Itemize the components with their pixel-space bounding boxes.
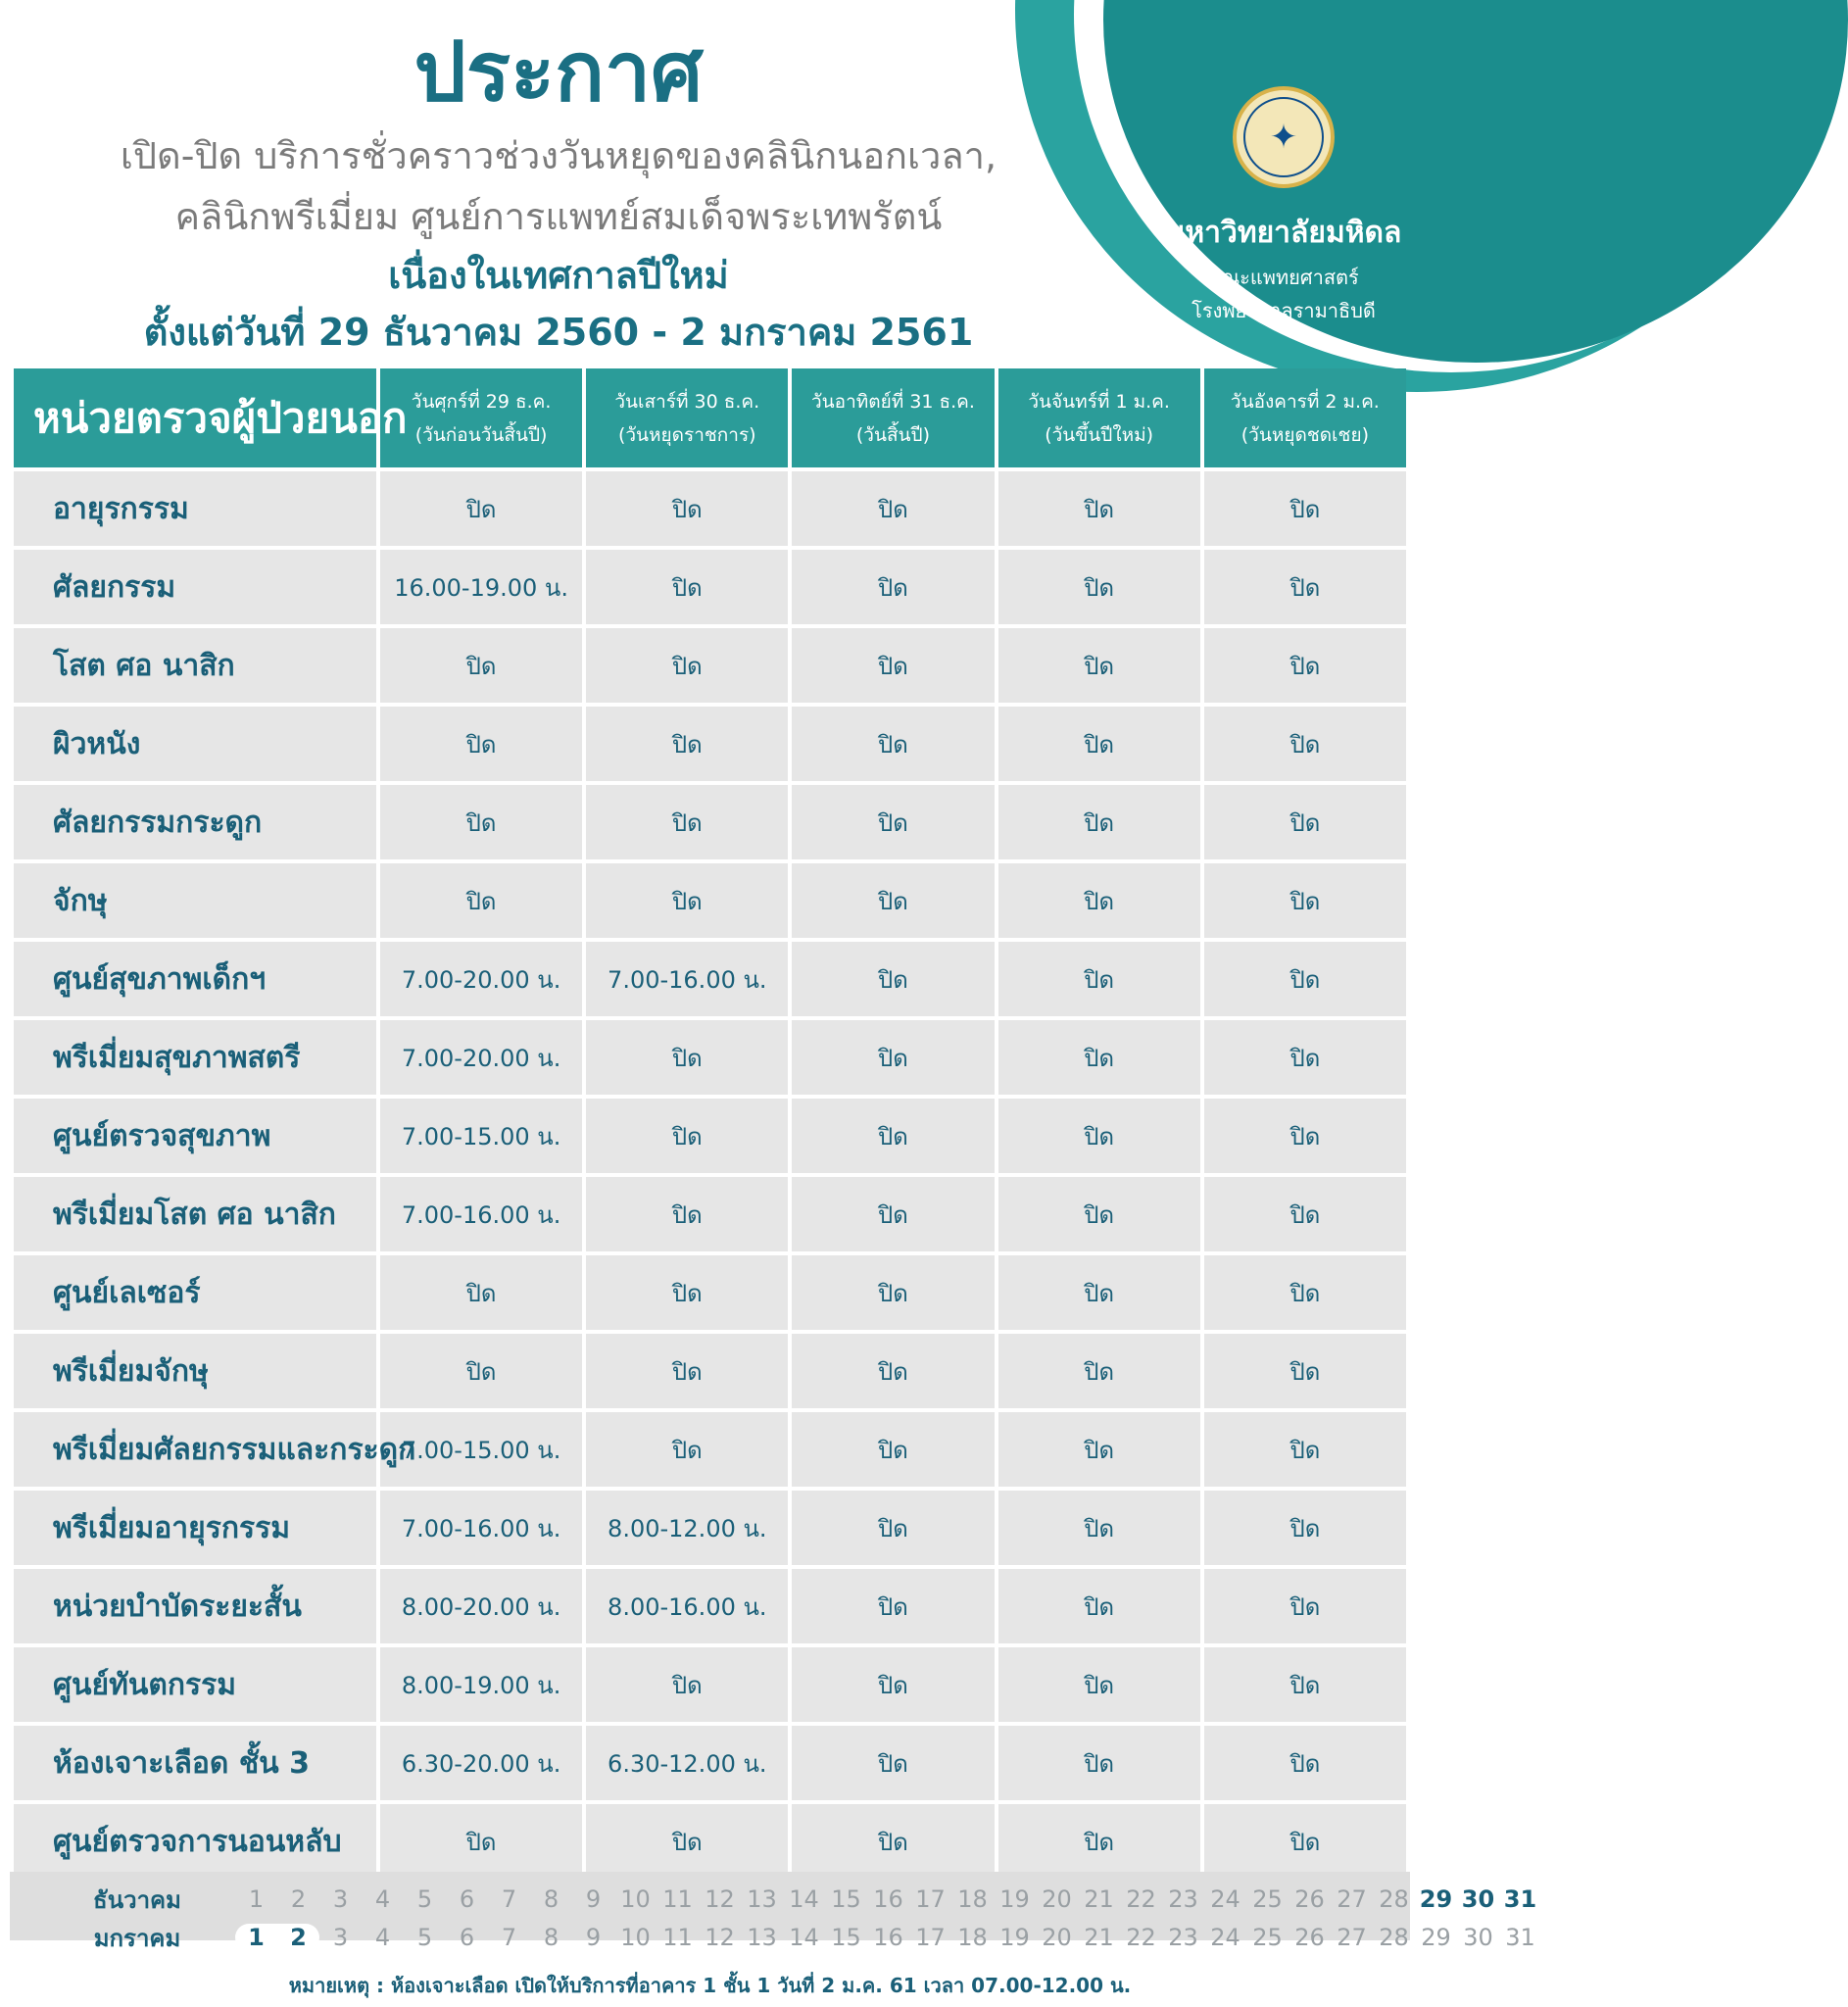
- schedule-cell: ปิด: [998, 471, 1200, 546]
- day-header-label: วันเสาร์ที่ 30 ธ.ค.: [614, 390, 760, 413]
- calendar-day: 19: [999, 1924, 1030, 1951]
- day-header-label: วันจันทร์ที่ 1 ม.ค.: [1028, 390, 1170, 413]
- calendar-day: 31: [1499, 1885, 1541, 1913]
- schedule-cell: ปิด: [586, 707, 788, 781]
- schedule-cell: ปิด: [792, 1177, 994, 1251]
- day-header: [1204, 368, 1406, 467]
- calendar-day: 8: [543, 1924, 559, 1951]
- calendar-day: 11: [662, 1924, 693, 1951]
- schedule-cell: ปิด: [792, 863, 994, 938]
- schedule-cell: 8.00-16.00 น.: [586, 1569, 788, 1643]
- calendar-day: 23: [1168, 1885, 1198, 1913]
- schedule-cell: ปิด: [380, 1334, 582, 1408]
- schedule-cell: ปิด: [792, 1726, 994, 1800]
- schedule-cell: ปิด: [792, 1491, 994, 1565]
- schedule-cell: ปิด: [998, 707, 1200, 781]
- schedule-cell: ปิด: [1204, 1099, 1406, 1173]
- schedule-cell: ปิด: [586, 1647, 788, 1722]
- calendar-day: 10: [620, 1924, 651, 1951]
- university-name: มหาวิทยาลัยมหิดล: [1165, 216, 1402, 250]
- schedule-cell: ปิด: [1204, 1255, 1406, 1330]
- schedule-cell: ปิด: [380, 628, 582, 703]
- schedule-cell: ปิด: [1204, 628, 1406, 703]
- unit-name-cell: พรีเมี่ยมอายุรกรรม: [14, 1491, 376, 1565]
- schedule-cell: ปิด: [586, 863, 788, 938]
- calendar-day: 30: [1463, 1924, 1493, 1951]
- schedule-cell: ปิด: [998, 1726, 1200, 1800]
- schedule-cell: ปิด: [792, 550, 994, 624]
- schedule-cell: ปิด: [998, 1491, 1200, 1565]
- calendar-day: 4: [374, 1885, 391, 1913]
- calendar-day: 9: [585, 1924, 602, 1951]
- schedule-cell: 7.00-16.00 น.: [380, 1491, 582, 1565]
- schedule-cell: ปิด: [998, 1255, 1200, 1330]
- schedule-cell: ปิด: [380, 785, 582, 859]
- table-row: [14, 863, 1406, 938]
- schedule-table: [10, 365, 1410, 1883]
- schedule-cell: ปิด: [1204, 1177, 1406, 1251]
- day-header-note: (วันขึ้นปีใหม่): [1045, 423, 1154, 446]
- unit-name-cell: โสต ศอ นาสิก: [14, 628, 376, 703]
- schedule-cell: ปิด: [998, 1647, 1200, 1722]
- day-header: [380, 368, 582, 467]
- unit-name-cell: พรีเมี่ยมสุขภาพสตรี: [14, 1020, 376, 1095]
- schedule-cell: 7.00-15.00 น.: [380, 1099, 582, 1173]
- day-header-note: (วันสิ้นปี): [855, 423, 931, 446]
- day-header-note: (วันก่อนวันสิ้นปี): [414, 423, 548, 446]
- schedule-cell: ปิด: [792, 1569, 994, 1643]
- day-header-label: วันศุกร์ที่ 29 ธ.ค.: [411, 390, 552, 413]
- schedule-cell: ปิด: [586, 1099, 788, 1173]
- day-header-note: (วันหยุดชดเชย): [1240, 423, 1369, 446]
- table-row: [14, 1647, 1406, 1722]
- footnote: หมายเหตุ : ห้องเจาะเลือด เปิดให้บริการที่อาคาร 1 ชั้น 1 วันที่ 2 ม.ค. 61 เวลา 07.00-12.00 น.: [288, 1974, 1132, 1997]
- calendar-day: 5: [416, 1885, 433, 1913]
- calendar-day: 10: [620, 1885, 651, 1913]
- unit-name-cell: ผิวหนัง: [14, 707, 376, 781]
- schedule-cell: ปิด: [792, 628, 994, 703]
- day-header: [792, 368, 994, 467]
- calendar-day: 21: [1084, 1924, 1114, 1951]
- schedule-cell: ปิด: [998, 1804, 1200, 1879]
- schedule-cell: ปิด: [998, 550, 1200, 624]
- schedule-cell: ปิด: [998, 1099, 1200, 1173]
- announcement-header: [39, 18, 1078, 361]
- calendar-day: 28: [1379, 1885, 1409, 1913]
- schedule-cell: ปิด: [586, 1412, 788, 1487]
- schedule-cell: ปิด: [380, 707, 582, 781]
- schedule-cell: ปิด: [1204, 1491, 1406, 1565]
- calendar-day: 1: [248, 1885, 265, 1913]
- calendar-day: 15: [831, 1885, 861, 1913]
- schedule-cell: ปิด: [1204, 471, 1406, 546]
- table-row: [14, 1099, 1406, 1173]
- calendar-january-label: มกราคม: [93, 1924, 181, 1952]
- calendar-day: 16: [873, 1924, 903, 1951]
- schedule-cell: ปิด: [1204, 1726, 1406, 1800]
- calendar-day: 13: [747, 1924, 777, 1951]
- day-header-label: วันอังคารที่ 2 ม.ค.: [1230, 390, 1380, 413]
- calendar-december-label: ธันวาคม: [93, 1885, 181, 1914]
- unit-name-cell: ศัลยกรรม: [14, 550, 376, 624]
- calendar-day: 28: [1379, 1924, 1409, 1951]
- schedule-cell: ปิด: [1204, 1412, 1406, 1487]
- faculty-name: คณะแพทยศาสตร์: [1208, 266, 1359, 289]
- table-row: [14, 1569, 1406, 1643]
- schedule-cell: ปิด: [792, 1020, 994, 1095]
- calendar-day: 21: [1084, 1885, 1114, 1913]
- day-header-label: วันอาทิตย์ที่ 31 ธ.ค.: [811, 390, 975, 413]
- calendar-day: 13: [747, 1885, 777, 1913]
- schedule-cell: ปิด: [586, 1177, 788, 1251]
- unit-name-cell: อายุรกรรม: [14, 471, 376, 546]
- schedule-cell: ปิด: [998, 1177, 1200, 1251]
- unit-name-cell: ศูนย์ตรวจสุขภาพ: [14, 1099, 376, 1173]
- table-row: [14, 1804, 1406, 1879]
- schedule-cell: ปิด: [792, 1334, 994, 1408]
- calendar-day: 30: [1457, 1885, 1499, 1913]
- day-header: [998, 368, 1200, 467]
- unit-column-header: หน่วยตรวจผู้ป่วยนอก: [14, 368, 376, 467]
- schedule-cell: ปิด: [1204, 1804, 1406, 1879]
- schedule-cell: ปิด: [586, 1255, 788, 1330]
- calendar-day: 25: [1252, 1924, 1283, 1951]
- unit-name-cell: หน่วยบำบัดระยะสั้น: [14, 1569, 376, 1643]
- table-row: [14, 1255, 1406, 1330]
- calendar-day: 24: [1210, 1885, 1240, 1913]
- day-header: [586, 368, 788, 467]
- unit-name-cell: ศูนย์เลเซอร์: [14, 1255, 376, 1330]
- calendar-day: 12: [705, 1924, 735, 1951]
- calendar-december-row: [39, 1884, 1541, 1915]
- page-title: ประกาศ: [413, 24, 704, 120]
- schedule-cell: ปิด: [792, 1804, 994, 1879]
- calendar-day: 14: [789, 1885, 819, 1913]
- calendar-day: 24: [1210, 1924, 1240, 1951]
- calendar-day: 8: [543, 1885, 559, 1913]
- university-logo-block: [1156, 69, 1411, 326]
- table-row: [14, 1726, 1406, 1800]
- schedule-cell: ปิด: [998, 785, 1200, 859]
- table-row: [14, 1412, 1406, 1487]
- subtitle-line-1: เปิด-ปิด บริการชั่วคราวช่วงวันหยุดของคลินิกนอกเวลา,: [120, 134, 997, 177]
- calendar-day: 25: [1252, 1885, 1283, 1913]
- schedule-cell: 7.00-16.00 น.: [380, 1177, 582, 1251]
- calendar-day: 26: [1294, 1885, 1325, 1913]
- calendar-day: 15: [831, 1924, 861, 1951]
- schedule-cell: ปิด: [586, 471, 788, 546]
- table-row: [14, 1177, 1406, 1251]
- table-row: [14, 550, 1406, 624]
- calendar-day: 6: [459, 1924, 475, 1951]
- schedule-cell: ปิด: [998, 863, 1200, 938]
- calendar-day: 27: [1337, 1885, 1367, 1913]
- schedule-cell: ปิด: [792, 1255, 994, 1330]
- calendar-day: 1: [235, 1924, 277, 1951]
- schedule-cell: ปิด: [586, 550, 788, 624]
- calendar-day: 2: [277, 1924, 319, 1951]
- schedule-cell: ปิด: [998, 942, 1200, 1016]
- schedule-cell: ปิด: [792, 1099, 994, 1173]
- calendar-day: 26: [1294, 1924, 1325, 1951]
- calendar-day: 29: [1421, 1924, 1451, 1951]
- table-row: [14, 471, 1406, 546]
- schedule-cell: ปิด: [792, 707, 994, 781]
- schedule-cell: ปิด: [998, 1569, 1200, 1643]
- schedule-cell: ปิด: [1204, 1020, 1406, 1095]
- calendar-day: 22: [1126, 1924, 1156, 1951]
- schedule-cell: ปิด: [586, 1020, 788, 1095]
- subtitle-line-2: คลินิกพรีเมี่ยม ศูนย์การแพทย์สมเด็จพระเทพรัตน์: [174, 195, 943, 238]
- calendar-day: 6: [459, 1885, 475, 1913]
- schedule-cell: ปิด: [1204, 785, 1406, 859]
- calendar-day: 27: [1337, 1924, 1367, 1951]
- unit-name-cell: ห้องเจาะเลือด ชั้น 3: [14, 1726, 376, 1800]
- schedule-cell: 7.00-16.00 น.: [586, 942, 788, 1016]
- schedule-cell: ปิด: [380, 1804, 582, 1879]
- schedule-cell: ปิด: [586, 628, 788, 703]
- schedule-cell: 6.30-12.00 น.: [586, 1726, 788, 1800]
- schedule-cell: 8.00-19.00 น.: [380, 1647, 582, 1722]
- unit-name-cell: ศัลยกรรมกระดูก: [14, 785, 376, 859]
- schedule-cell: 7.00-20.00 น.: [380, 1020, 582, 1095]
- schedule-cell: ปิด: [1204, 707, 1406, 781]
- unit-name-cell: จักษุ: [14, 863, 376, 938]
- schedule-cell: 6.30-20.00 น.: [380, 1726, 582, 1800]
- calendar-day: 16: [873, 1885, 903, 1913]
- schedule-cell: ปิด: [1204, 1334, 1406, 1408]
- table-row: [14, 707, 1406, 781]
- schedule-cell: 7.00-15.00 น.: [380, 1412, 582, 1487]
- calendar-day: 3: [332, 1885, 349, 1913]
- schedule-cell: ปิด: [998, 1334, 1200, 1408]
- calendar-day: 5: [416, 1924, 433, 1951]
- subtitle-line-3: เนื่องในเทศกาลปีใหม่: [388, 254, 729, 297]
- schedule-cell: ปิด: [998, 628, 1200, 703]
- unit-name-cell: พรีเมี่ยมศัลยกรรมและกระดูก: [14, 1412, 376, 1487]
- schedule-cell: ปิด: [998, 1412, 1200, 1487]
- calendar-day: 29: [1415, 1885, 1457, 1913]
- schedule-cell: 7.00-20.00 น.: [380, 942, 582, 1016]
- schedule-cell: ปิด: [586, 1804, 788, 1879]
- schedule-cell: ปิด: [586, 785, 788, 859]
- calendar-day: 22: [1126, 1885, 1156, 1913]
- calendar-day: 19: [999, 1885, 1030, 1913]
- calendar-day: 31: [1505, 1924, 1535, 1951]
- schedule-cell: ปิด: [1204, 550, 1406, 624]
- schedule-cell: ปิด: [586, 1334, 788, 1408]
- university-seal-icon: ✦: [1233, 86, 1335, 188]
- schedule-cell: ปิด: [792, 1412, 994, 1487]
- unit-name-cell: พรีเมี่ยมโสต ศอ นาสิก: [14, 1177, 376, 1251]
- schedule-cell: 8.00-20.00 น.: [380, 1569, 582, 1643]
- calendar-day: 20: [1042, 1924, 1072, 1951]
- table-row: [14, 1334, 1406, 1408]
- schedule-cell: ปิด: [1204, 1647, 1406, 1722]
- schedule-cell: ปิด: [380, 471, 582, 546]
- schedule-cell: ปิด: [1204, 942, 1406, 1016]
- unit-name-cell: ศูนย์ตรวจการนอนหลับ: [14, 1804, 376, 1879]
- day-header-note: (วันหยุดราชการ): [617, 423, 756, 446]
- calendar-day: 9: [585, 1885, 602, 1913]
- unit-name-cell: ศูนย์ทันตกรรม: [14, 1647, 376, 1722]
- calendar-day: 7: [501, 1924, 517, 1951]
- calendar-day: 12: [705, 1885, 735, 1913]
- schedule-cell: 16.00-19.00 น.: [380, 550, 582, 624]
- calendar-day: 3: [332, 1924, 349, 1951]
- calendar-day: 23: [1168, 1924, 1198, 1951]
- calendar-day: 14: [789, 1924, 819, 1951]
- date-range: ตั้งแต่วันที่ 29 ธันวาคม 2560 - 2 มกราคม 2561: [143, 311, 974, 354]
- calendar-day: 2: [290, 1885, 307, 1913]
- calendar-day: 18: [957, 1924, 988, 1951]
- table-row: [14, 942, 1406, 1016]
- schedule-cell: ปิด: [1204, 863, 1406, 938]
- schedule-cell: 8.00-12.00 น.: [586, 1491, 788, 1565]
- table-row: [14, 785, 1406, 859]
- schedule-cell: ปิด: [998, 1020, 1200, 1095]
- calendar-day: 11: [662, 1885, 693, 1913]
- calendar-day: 17: [915, 1924, 946, 1951]
- table-header-row: [14, 368, 1406, 467]
- schedule-cell: ปิด: [792, 785, 994, 859]
- table-row: [14, 628, 1406, 703]
- unit-name-cell: พรีเมี่ยมจักษุ: [14, 1334, 376, 1408]
- calendar-day: 18: [957, 1885, 988, 1913]
- schedule-cell: ปิด: [792, 471, 994, 546]
- table-row: [14, 1491, 1406, 1565]
- schedule-cell: ปิด: [380, 1255, 582, 1330]
- table-row: [14, 1020, 1406, 1095]
- schedule-cell: ปิด: [792, 942, 994, 1016]
- schedule-cell: ปิด: [792, 1647, 994, 1722]
- calendar-day: 20: [1042, 1885, 1072, 1913]
- unit-name-cell: ศูนย์สุขภาพเด็กฯ: [14, 942, 376, 1016]
- calendar-january-row: [39, 1922, 1541, 1953]
- calendar-day: 7: [501, 1885, 517, 1913]
- schedule-cell: ปิด: [380, 863, 582, 938]
- hospital-name: โรงพยาบาลรามาธิบดี: [1191, 299, 1376, 322]
- calendar-day: 4: [374, 1924, 391, 1951]
- calendar-day: 17: [915, 1885, 946, 1913]
- schedule-cell: ปิด: [1204, 1569, 1406, 1643]
